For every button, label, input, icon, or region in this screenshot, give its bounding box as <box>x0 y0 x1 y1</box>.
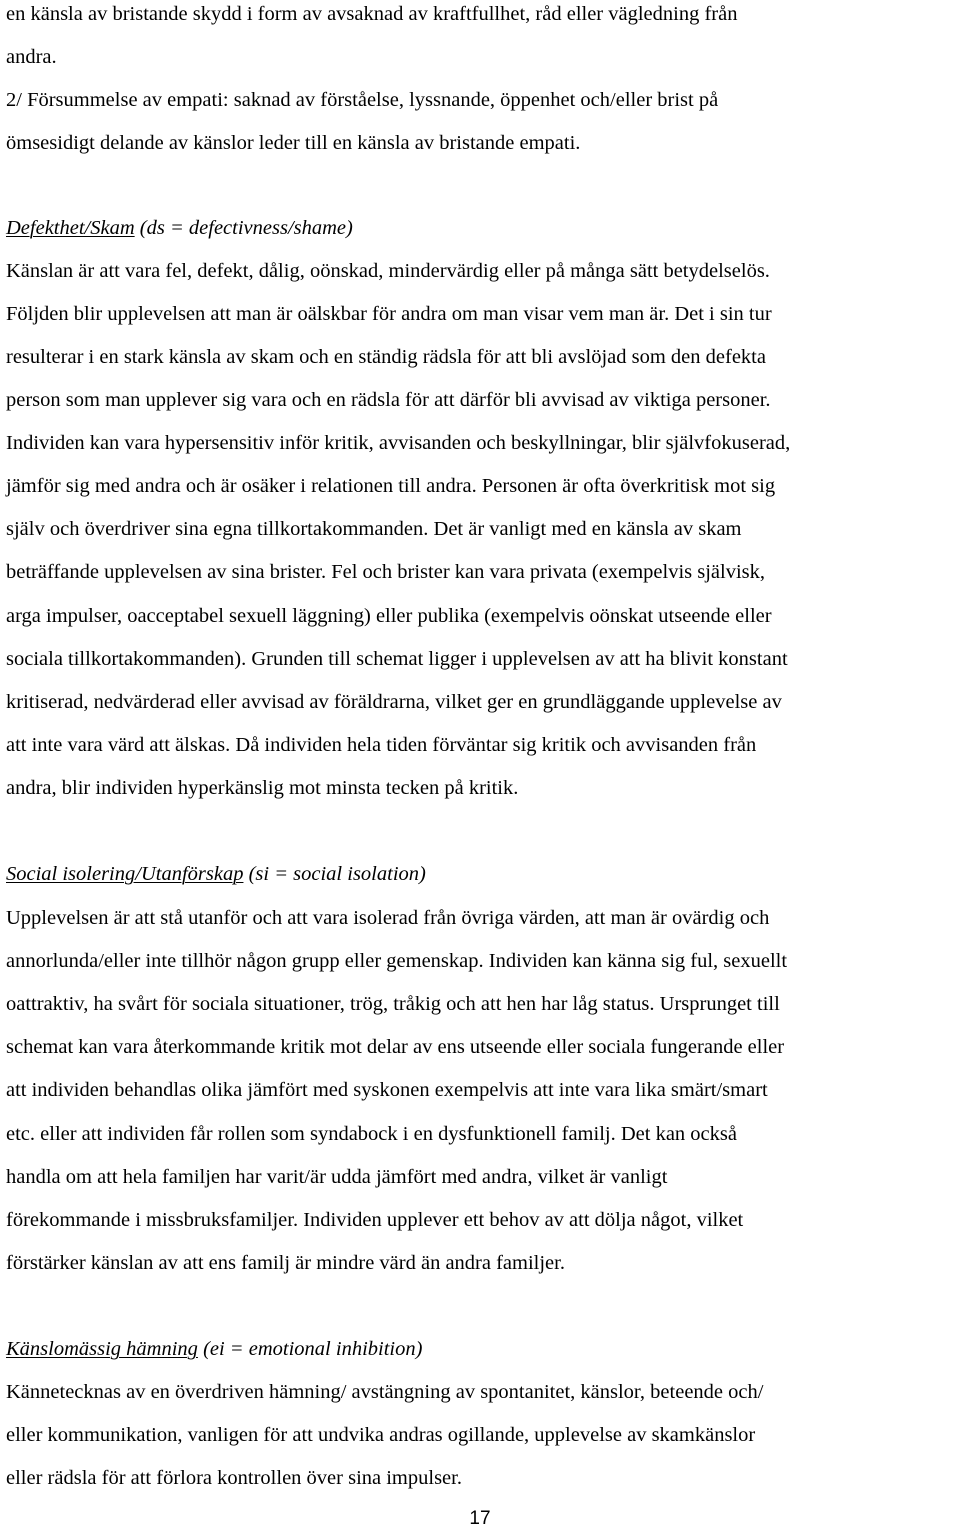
page-number: 17 <box>469 1508 491 1529</box>
paragraph-line: andra, blir individen hyperkänslig mot minsta tecken på kritik. <box>6 777 519 799</box>
paragraph-line: person som man upplever sig vara och en rädsla för att därför bli avvisad av viktiga personer. <box>6 389 771 411</box>
paragraph-line: annorlunda/eller inte tillhör någon grupp eller gemenskap. Individen kan känna sig ful, sexuellt <box>6 950 788 972</box>
paragraph-line: förekommande i missbruksfamiljer. Individen upplever ett behov av att dölja något, vilket <box>6 1209 744 1231</box>
heading-term: Defekthet/Skam <box>6 217 135 239</box>
section-heading-defekthet <box>6 218 353 239</box>
paragraph-line: beträffande upplevelsen av sina brister. Fel och brister kan vara privata (exempelvis självisk, <box>6 561 766 583</box>
paragraph-line: att inte vara värd att älskas. Då individen hela tiden förväntar sig kritik och avvisanden från <box>6 734 757 756</box>
paragraph-line: jämför sig med andra och är osäker i relationen till andra. Personen är ofta överkritisk mot sig <box>6 475 776 497</box>
heading-term: Social isolering/Utanförskap <box>6 863 244 885</box>
intro-line: 2/ Försummelse av empati: saknad av förståelse, lyssnande, öppenhet och/eller brist på <box>6 89 719 111</box>
paragraph-line: Följden blir upplevelsen att man är oälskbar för andra om man visar vem man är. Det i sin tur <box>6 303 772 325</box>
section-heading-social-isolering <box>6 864 426 885</box>
paragraph-line: att individen behandlas olika jämfört med syskonen exempelvis att inte vara lika smärt/smart <box>6 1079 768 1101</box>
paragraph-line: kritiserad, nedvärderad eller avvisad av föräldrarna, vilket ger en grundläggande upplevelse av <box>6 691 782 713</box>
paragraph-line: Upplevelsen är att stå utanför och att vara isolerad från övriga värden, att man är ovärdig och <box>6 907 770 929</box>
heading-abbreviation: (si = social isolation) <box>243 863 426 885</box>
heading-term: Känslomässig hämning <box>6 1338 198 1360</box>
intro-line: en känsla av bristande skydd i form av avsaknad av kraftfullhet, råd eller vägledning från <box>6 3 738 25</box>
paragraph-line: handla om att hela familjen har varit/är udda jämfört med andra, vilket är vanligt <box>6 1166 668 1188</box>
paragraph-line: förstärker känslan av att ens familj är mindre värd än andra familjer. <box>6 1252 565 1274</box>
intro-line: andra. <box>6 46 57 68</box>
paragraph-line: själv och överdriver sina egna tillkortakommanden. Det är vanligt med en känsla av skam <box>6 518 742 540</box>
paragraph-line: arga impulser, oacceptabel sexuell läggning) eller publika (exempelvis oönskat utseende eller <box>6 605 772 627</box>
heading-abbreviation: (ds = defectivness/shame) <box>134 217 353 239</box>
paragraph-line: oattraktiv, ha svårt för sociala situationer, trög, tråkig och att hen har låg status. Ursprunget till <box>6 993 780 1015</box>
paragraph-line: Känslan är att vara fel, defekt, dålig, oönskad, mindervärdig eller på många sätt betydelselös. <box>6 260 770 282</box>
paragraph-line: schemat kan vara återkommande kritik mot delar av ens utseende eller sociala fungerande eller <box>6 1036 785 1058</box>
paragraph-line: sociala tillkortakommanden). Grunden till schemat ligger i upplevelsen av att ha blivit konstant <box>6 648 788 670</box>
paragraph-line: eller kommunikation, vanligen för att undvika andras ogillande, upplevelse av skamkänslor <box>6 1424 756 1446</box>
paragraph-line: resulterar i en stark känsla av skam och en ständig rädsla för att bli avslöjad som den defekta <box>6 346 766 368</box>
intro-line: ömsesidigt delande av känslor leder till en känsla av bristande empati. <box>6 132 581 154</box>
paragraph-line: eller rädsla för att förlora kontrollen över sina impulser. <box>6 1467 462 1489</box>
paragraph-line: Kännetecknas av en överdriven hämning/ avstängning av spontanitet, känslor, beteende och/ <box>6 1381 764 1403</box>
paragraph-line: Individen kan vara hypersensitiv inför kritik, avvisanden och beskyllningar, blir självfokuserad, <box>6 432 791 454</box>
heading-abbreviation: (ei = emotional inhibition) <box>197 1338 423 1360</box>
section-heading-kanslomassig-hamning <box>6 1339 422 1360</box>
paragraph-line: etc. eller att individen får rollen som syndabock i en dysfunktionell familj. Det kan också <box>6 1123 737 1145</box>
